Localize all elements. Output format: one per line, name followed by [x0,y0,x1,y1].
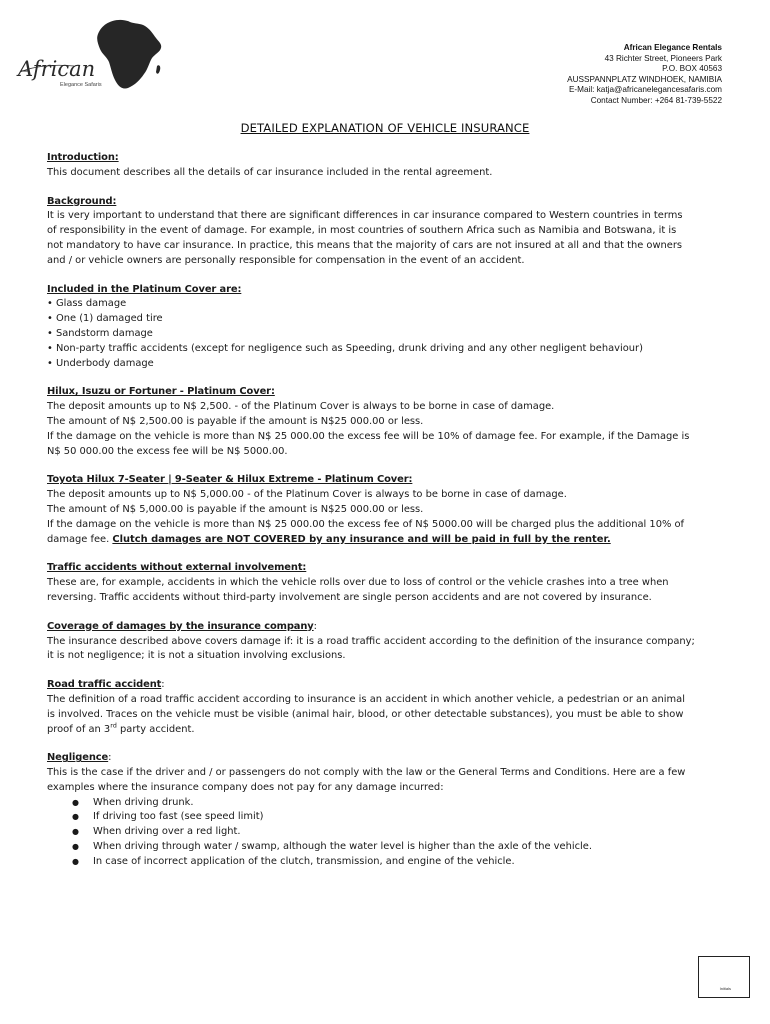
list-item-text: If driving too fast (see speed limit) [93,811,264,823]
section-traffic-accidents [47,561,727,605]
negligence-heading-line [47,751,727,766]
list-item-text: When driving over a red light. [93,826,241,838]
company-city: AUSSPANNPLATZ WINDHOEK, NAMIBIA [567,74,722,84]
coverage-line: The insurance described above covers damage if: it is a road traffic accident according to the definition of the insurance company; [47,635,695,647]
toyota-line [47,533,727,548]
initials-label: Initials [719,986,731,991]
road-heading-line [47,678,727,693]
company-address [567,43,722,106]
road-last-post: party accident. [116,723,195,735]
background-line: and / or vehicle owners are personally responsible for compensation in the event of an accident. [47,254,525,266]
logo-script-text: African [18,57,96,81]
list-item-text: In case of incorrect application of the clutch, transmission, and engine of the vehicle. [93,855,515,867]
document-body [47,151,727,884]
hilux-line: The amount of N$ 2,500.00 is payable if the amount is N$25 000.00 or less. [47,415,424,427]
list-item: • One (1) damaged tire [47,313,163,325]
hilux-line: The deposit amounts up to N$ 2,500. - of the Platinum Cover is always to be borne in case of damage. [47,401,555,413]
toyota-heading: Toyota Hilux 7-Seater | 9-Seater & Hilux Extreme - Platinum Cover: [47,474,413,486]
bullet-icon: ● [72,797,79,807]
list-item: • Sandstorm damage [47,327,153,339]
list-item-text: When driving drunk. [93,796,194,808]
road-line: is involved. Traces on the vehicle must be visible (animal hair, blood, or other detectable substances), you must be able to show [47,708,684,720]
toyota-line: The amount of N$ 5,000.00 is payable if the amount is N$25 000.00 or less. [47,503,424,515]
toyota-last-text: damage fee. [47,533,113,545]
toyota-line: The deposit amounts up to N$ 5,000.00 - of the Platinum Cover is always to be borne in case of damage. [47,489,567,501]
hilux-heading: Hilux, Isuzu or Fortuner - Platinum Cover: [47,386,275,398]
list-item [47,796,727,811]
traffic-line: reversing. Traffic accidents without third-party involvement are single person accidents and are not covered by insurance. [47,591,652,603]
negligence-heading: Negligence [47,752,109,764]
road-heading-tail: : [161,679,165,691]
section-road-traffic [47,678,727,737]
list-item [47,855,727,870]
road-last-pre: proof of an 3 [47,723,111,735]
list-item [47,810,727,825]
company-phone: Contact Number: +264 81-739-5522 [590,95,722,105]
logo-tagline: Elegance Safaris [60,82,102,88]
company-street: 43 Richter Street, Pioneers Park [604,53,722,63]
section-coverage [47,620,727,664]
bullet-icon: ● [72,842,79,852]
company-pobox: P.O. BOX 40563 [662,64,722,73]
coverage-line: it is not negligence; it is not a situation involving exclusions. [47,650,346,662]
section-negligence [47,751,727,869]
section-toyota [47,473,727,547]
section-hilux [47,385,727,459]
bullet-icon: ● [72,856,79,866]
hilux-line: N$ 50 000.00 the excess fee will be N$ 5000.00. [47,445,288,457]
section-background [47,195,727,269]
list-item [47,840,727,855]
negligence-heading-tail: : [108,752,112,764]
traffic-line: These are, for example, accidents in which the vehicle rolls over due to loss of control or the vehicle crashes into a tree when [47,577,669,589]
negligence-list [47,796,727,870]
background-heading: Background: [47,195,117,207]
ordinal-suffix: rd [110,721,117,730]
traffic-heading: Traffic accidents without external involvement: [47,562,307,574]
toyota-line: If the damage on the vehicle is more than N$ 25 000.00 the excess fee of N$ 5000.00 will be charged plus the additional 10% of [47,518,685,530]
clutch-warning: Clutch damages are NOT COVERED by any insurance and will be paid in full by the renter. [112,533,611,545]
list-item: • Glass damage [47,298,127,310]
company-email: E-Mail: katja@africanelegancesafaris.com [568,85,722,94]
coverage-heading-line [47,620,727,635]
background-line: It is very important to understand that there are significant differences in car insurance compared to Western countries in terms [47,210,683,222]
road-line: The definition of a road traffic accident according to insurance is an accident in which another vehicle, a pedestrian or an animal [47,693,685,705]
road-heading: Road traffic accident [47,679,162,691]
list-item-text: When driving through water / swamp, although the water level is higher than the axle of the vehicle. [93,841,592,853]
platinum-list [47,297,727,371]
background-line: of responsibility in the event of damage. For example, in most countries of southern Africa such as Namibia and Botswana, it is [47,225,677,237]
section-platinum-cover [47,283,727,372]
introduction-heading: Introduction: [47,152,119,163]
platinum-heading: Included in the Platinum Cover are: [47,283,242,295]
introduction-text: This document describes all the details of car insurance included in the rental agreement. [47,166,493,178]
negligence-line: This is the case if the driver and / or passengers do not comply with the law or the General Terms and Conditions. Here are a few [47,767,686,779]
section-introduction [47,151,727,181]
road-line [47,723,727,738]
list-item: • Underbody damage [47,357,154,369]
company-logo [14,14,164,94]
coverage-heading: Coverage of damages by the insurance company [47,620,314,632]
hilux-line: If the damage on the vehicle is more than N$ 25 000.00 the excess fee will be 10% of damage fee. For example, if the Damage is [47,430,690,442]
list-item [47,825,727,840]
africa-silhouette [97,20,161,89]
bullet-icon: ● [72,812,79,822]
negligence-line: examples where the insurance company does not pay for any damage incurred: [47,781,444,793]
list-item: • Non-party traffic accidents (except for negligence such as Speeding, drunk driving and any other negligent behaviour) [47,342,643,354]
coverage-heading-tail: : [313,620,317,632]
document-title: DETAILED EXPLANATION OF VEHICLE INSURANCE [240,121,530,135]
bullet-icon: ● [72,827,79,837]
initials-box[interactable] [698,956,750,998]
company-name: African Elegance Rentals [623,43,722,52]
background-line: not mandatory to have car insurance. In practice, this means that the majority of cars are not insured at all and that the owners [47,239,683,251]
